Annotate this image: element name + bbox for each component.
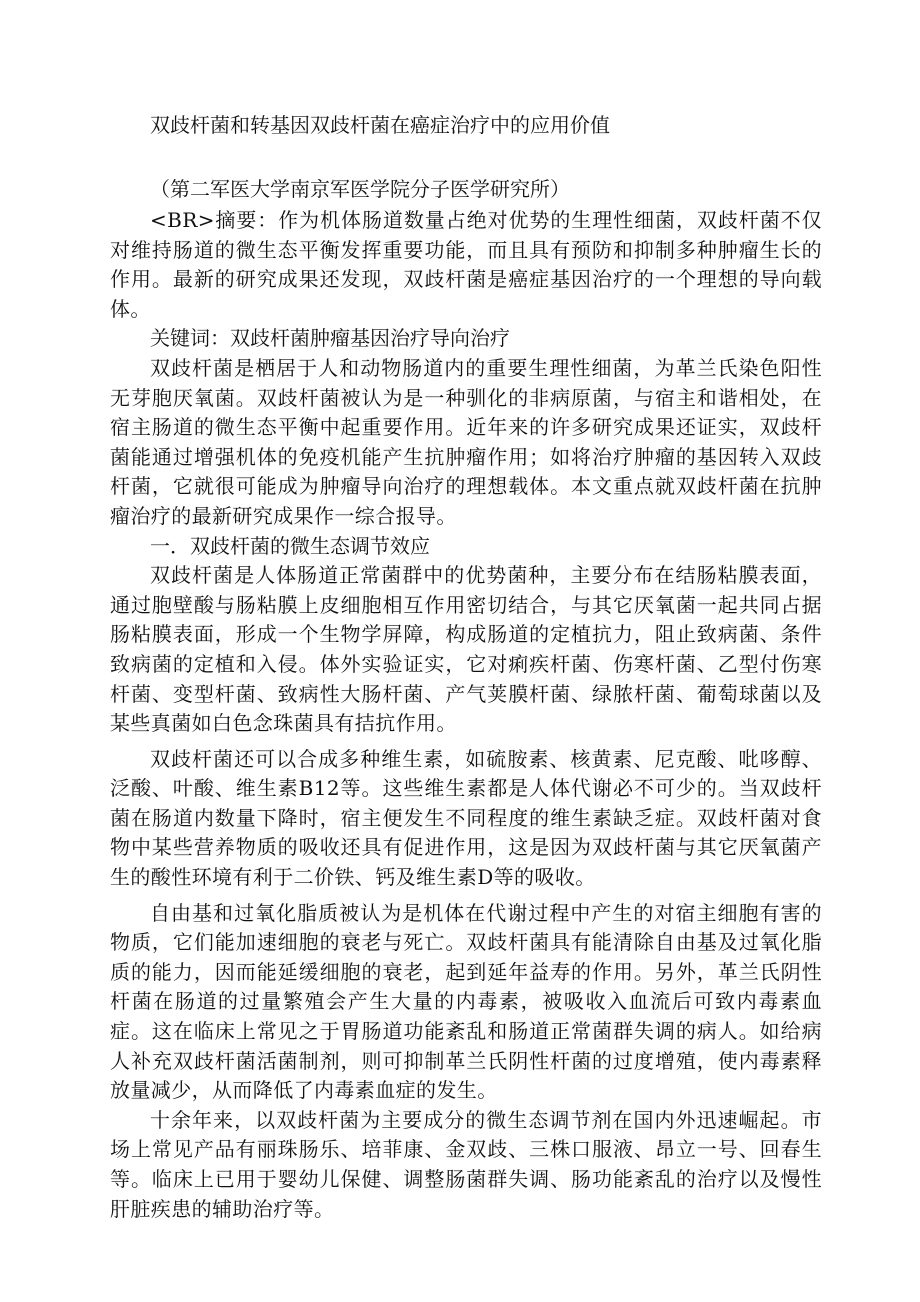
body-paragraph: 双歧杆菌是人体肠道正常菌群中的优势菌种，主要分布在结肠粘膜表面，通过胞壁酸与肠粘膜上皮细胞相互作用密切结合，与其它厌氧菌一起共同占据肠粘膜表面，形成一个生物学屏障，构成肠道的定植抗力，阻止致病菌、条件致病菌的定植和入侵。体外实验证实，它对痢疾杆菌、伤寒杆菌、乙型付伤寒杆菌、变型杆菌、致病性大肠杆菌、产气荚膜杆菌、绿脓杆菌、葡萄球菌以及某些真菌如白色念珠菌具有拮抗作用。 <box>110 563 822 736</box>
keywords-line: 关键词：双歧杆菌肿瘤基因治疗导向治疗 <box>150 326 510 351</box>
document-page <box>110 108 822 1224</box>
abstract-paragraph: <BR>摘要：作为机体肠道数量占绝对优势的生理性细菌，双歧杆菌不仅对维持肠道的微生态平衡发挥重要功能，而且具有预防和抑制多种肿瘤生长的作用。最新的研究成果还发现，双歧杆菌是癌症基因治疗的一个理想的导向载体。 <box>110 208 822 321</box>
section-heading: 一．双歧杆菌的微生态调节效应 <box>150 533 430 558</box>
intro-paragraph: 双歧杆菌是栖居于人和动物肠道内的重要生理性细菌，为革兰氏染色阳性无芽胞厌氧菌。双歧杆菌被认为是一种驯化的非病原菌，与宿主和谐相处，在宿主肠道的微生态平衡中起重要作用。近年来的许多研究成果还证实，双歧杆菌能通过增强机体的免疫机能产生抗肿瘤作用；如将治疗肿瘤的基因转入双歧杆菌，它就很可能成为肿瘤导向治疗的理想载体。本文重点就双歧杆菌在抗肿瘤治疗的最新研究成果作一综合报导。 <box>110 355 822 528</box>
document-title: 双歧杆菌和转基因双歧杆菌在癌症治疗中的应用价值 <box>150 113 610 137</box>
body-paragraph: 自由基和过氧化脂质被认为是机体在代谢过程中产生的对宿主细胞有害的物质，它们能加速细胞的衰老与死亡。双歧杆菌具有能清除自由基及过氧化脂质的能力，因而能延缓细胞的衰老，起到延年益寿的作用。另外，革兰氏阴性杆菌在肠道的过量繁殖会产生大量的内毒素，被吸收入血流后可致内毒素血症。这在临床上常见之于胃肠道功能紊乱和肠道正常菌群失调的病人。如给病人补充双歧杆菌活菌制剂，则可抑制革兰氏阴性杆菌的过度增殖，使内毒素释放量减少，从而降低了内毒素血症的发生。 <box>110 900 822 1103</box>
body-paragraph: 十余年来，以双歧杆菌为主要成分的微生态调节剂在国内外迅速崛起。市场上常见产品有丽珠肠乐、培菲康、金双歧、三株口服液、昂立一号、回春生等。临床上已用于婴幼儿保健、调整肠菌群失调、肠功能紊乱的治疗以及慢性肝脏疾患的辅助治疗等。 <box>110 1107 822 1221</box>
body-paragraph: 双歧杆菌还可以合成多种维生素，如硫胺素、核黄素、尼克酸、吡哆醇、泛酸、叶酸、维生素B12等。这些维生素都是人体代谢必不可少的。当双歧杆菌在肠道内数量下降时，宿主便发生不同程度的维生素缺乏症。双歧杆菌对食物中某些营养物质的吸收还具有促进作用，这是因为双歧杆菌与其它厌氧菌产生的酸性环境有利于二价铁、钙及维生素D等的吸收。 <box>110 746 822 890</box>
author-affiliation: （第二军医大学南京军医学院分子医学研究所） <box>150 177 570 201</box>
